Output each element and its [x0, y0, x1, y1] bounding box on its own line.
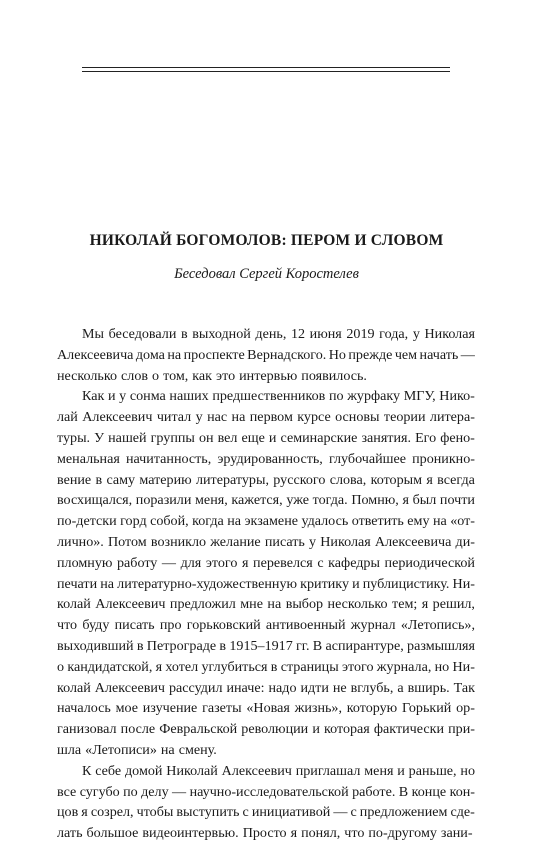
word: возникло [150, 533, 207, 550]
word: сде- [450, 804, 475, 821]
word: колай [57, 596, 91, 613]
word: журнал [350, 617, 396, 634]
header-rule-thin [82, 71, 450, 72]
word: вглубь, [350, 679, 394, 696]
word: про [159, 617, 182, 634]
word: себе [95, 762, 122, 779]
word: после [120, 721, 156, 738]
word: В [312, 637, 323, 654]
word: которую [346, 700, 398, 717]
word: размышляя [407, 637, 475, 654]
word: тем; [392, 596, 418, 613]
word: все [57, 783, 77, 800]
word: Алексеевич [221, 762, 292, 779]
word: почти [439, 492, 475, 509]
word: изучение [142, 700, 198, 717]
word: том, [163, 367, 189, 384]
word: по [123, 783, 138, 800]
text-line [57, 470, 475, 491]
word: основы [335, 409, 380, 426]
word: а [397, 679, 404, 696]
word: углубиться [201, 658, 268, 675]
word: ганизовал [57, 721, 117, 738]
word: на [267, 596, 282, 613]
word: я [241, 554, 249, 571]
word: смену. [178, 741, 217, 758]
word: «Летопись», [400, 617, 475, 634]
word: не [332, 679, 347, 696]
word: курсе [297, 409, 331, 426]
word: кажется, [231, 492, 283, 509]
word: глубочайшее [328, 450, 406, 467]
text-line [57, 761, 475, 782]
word: русского [273, 471, 326, 488]
word: этого [205, 554, 238, 571]
word: научно-исследовательской [189, 783, 349, 800]
word: перевелся [253, 554, 313, 571]
word: Его [415, 429, 437, 446]
word: критику [300, 575, 349, 592]
word: революции [241, 721, 309, 738]
word: вел [217, 429, 238, 446]
word: на [432, 513, 447, 530]
text-line [57, 698, 475, 719]
word: пломную [57, 554, 113, 571]
word: видеоинтервью. [142, 825, 239, 842]
word: горд [120, 513, 147, 530]
word: сонма [129, 388, 166, 405]
word: домой [125, 762, 163, 779]
word: в [95, 471, 103, 488]
word: я [81, 804, 88, 821]
word: журфаку [347, 388, 401, 405]
text-line [57, 511, 475, 532]
word: Вернадского. [247, 346, 327, 363]
word: антивоенный [265, 617, 346, 634]
word: кандидатской, [67, 658, 153, 675]
word: литературно-художественную [117, 575, 298, 592]
word: Февральской [159, 721, 238, 738]
word: и [312, 721, 320, 738]
word: Просто [242, 825, 287, 842]
word: раньше, [408, 762, 457, 779]
word: восхищался, [57, 492, 133, 509]
word: в [270, 658, 278, 675]
word: литера- [429, 409, 475, 426]
word: занятия. [361, 429, 412, 446]
word: страницы [280, 658, 339, 675]
word: приглашал [295, 762, 361, 779]
word: по-детски [57, 513, 117, 530]
word: большое [86, 825, 139, 842]
word: газеты [202, 700, 242, 717]
word: колай [57, 679, 91, 696]
word: ему [407, 513, 430, 530]
article-body [57, 324, 475, 844]
word: горьковский [186, 617, 261, 634]
word: — [161, 554, 177, 571]
word: 1915–1917 [229, 637, 293, 654]
word: появилось. [301, 367, 367, 384]
word: предложил [169, 596, 236, 613]
word: в [180, 326, 188, 342]
word: началось [57, 700, 111, 717]
word: как [192, 367, 213, 384]
word: и [268, 429, 277, 446]
text-line [57, 428, 475, 449]
word: у [412, 326, 420, 342]
word: и [107, 388, 116, 405]
word: Алексеевич [94, 679, 165, 696]
word: Ни- [452, 575, 475, 592]
word: мое [115, 700, 138, 717]
word: при- [448, 721, 475, 738]
word: с [242, 804, 249, 821]
word: я [155, 658, 163, 675]
word: Нико- [439, 388, 475, 405]
word: шла [57, 741, 82, 758]
word: чем [394, 346, 418, 363]
word: чтобы [136, 804, 174, 821]
word: еще [241, 429, 265, 446]
word: инициативой [251, 804, 331, 821]
word: я [402, 492, 409, 509]
word: по [328, 388, 344, 405]
text-line [57, 823, 475, 844]
word: материю [139, 471, 192, 488]
word: 2019 [346, 326, 375, 342]
word: у [309, 533, 317, 550]
word: но [434, 658, 450, 675]
word: печати [57, 575, 98, 592]
word: удалось [301, 513, 349, 530]
word: интервью [239, 367, 298, 384]
word: выходивший [57, 637, 134, 654]
word: первом [249, 409, 293, 426]
word: которым [370, 471, 423, 488]
word: Мы [82, 326, 105, 342]
word: прежде [348, 346, 393, 363]
word: на [160, 741, 175, 758]
word: беседовали [108, 326, 177, 342]
word: июня [309, 326, 342, 342]
header-rule-thick [82, 67, 450, 68]
word: выбор [285, 596, 324, 613]
word: решил, [432, 596, 475, 613]
word: ди- [455, 533, 475, 550]
word: Но [328, 346, 346, 363]
word: нашей [108, 429, 147, 446]
word: Как [82, 388, 105, 405]
word: гг. [296, 637, 310, 654]
word: но [460, 762, 475, 779]
word: журнала, [376, 658, 432, 675]
word: семинарские [280, 429, 358, 446]
word: аспирантуре, [325, 637, 404, 654]
word: Алексеевич [95, 596, 166, 613]
word: по-другому [368, 825, 437, 842]
text-line [57, 782, 475, 803]
word: работе. [352, 783, 396, 800]
word: Николай [166, 762, 218, 779]
word: писать [264, 533, 305, 550]
word: кон- [449, 783, 475, 800]
word: выходной [192, 326, 251, 342]
word: делу [141, 783, 169, 800]
text-line [57, 553, 475, 574]
text-line [57, 574, 475, 595]
word: лать [57, 825, 83, 842]
word: идти [300, 679, 329, 696]
text-line [57, 615, 475, 636]
word: на [231, 409, 246, 426]
word: нас [207, 409, 228, 426]
text-line [57, 490, 475, 511]
text-line [57, 366, 475, 387]
word: предложением [359, 804, 448, 821]
word: «Летописи» [85, 741, 157, 758]
text-line [57, 678, 475, 699]
word: желание [210, 533, 261, 550]
word: у [119, 388, 127, 405]
word: эрудированность, [217, 450, 323, 467]
text-line [57, 802, 475, 823]
word: в [136, 637, 144, 654]
text-line [57, 719, 475, 740]
word: я [290, 825, 298, 842]
text-line [57, 636, 475, 657]
text-line [57, 407, 475, 428]
word: начитанность, [125, 450, 212, 467]
word: слова, [329, 471, 367, 488]
article-byline: Беседовал Сергей Коростелев [174, 266, 359, 282]
word: это [216, 367, 236, 384]
word: лично». [57, 533, 104, 550]
word: предшественников [212, 388, 326, 405]
word: рассудил [168, 679, 223, 696]
word: слов [121, 367, 149, 384]
word: Алексеевича [57, 346, 134, 363]
word: «от- [450, 513, 475, 530]
word: — [333, 804, 348, 821]
word: с [317, 554, 324, 571]
word: теории [383, 409, 426, 426]
word: на [227, 513, 242, 530]
word: несколько [327, 596, 388, 613]
word: в [219, 637, 227, 654]
word: Николая [424, 326, 475, 342]
word: года, [379, 326, 409, 342]
word: я [426, 471, 433, 488]
text-line [57, 386, 475, 407]
word: и [397, 762, 405, 779]
word: читал [156, 409, 192, 426]
text-line [57, 657, 475, 678]
word: меня, [195, 492, 228, 509]
word: день, [255, 326, 287, 342]
word: меня [364, 762, 394, 779]
word: В [398, 783, 409, 800]
word: менальная [57, 450, 120, 467]
word: Петрограде [146, 637, 217, 654]
word: Потом [108, 533, 147, 550]
word: что [344, 825, 365, 842]
word: литературы, [195, 471, 269, 488]
word: дома [135, 346, 165, 363]
word: когда [192, 513, 224, 530]
word: у [195, 409, 203, 426]
word: для [180, 554, 202, 571]
word: на [100, 575, 115, 592]
word: цов [57, 804, 79, 821]
word: «Новая [246, 700, 290, 717]
word: и [352, 575, 360, 592]
text-line [57, 449, 475, 470]
text-line [57, 740, 475, 761]
word: проспекте [183, 346, 245, 363]
word: МГУ, [403, 388, 436, 405]
word: группы [150, 429, 195, 446]
word: которая [323, 721, 370, 738]
word: о [152, 367, 160, 384]
word: что [57, 617, 78, 634]
word: наших [169, 388, 209, 405]
word: лай [57, 409, 78, 426]
word: буду [82, 617, 110, 634]
word: Ни- [452, 658, 475, 675]
word: уже [286, 492, 309, 509]
word: он [198, 429, 214, 446]
word: созрел, [90, 804, 134, 821]
word: кафедры [328, 554, 380, 571]
word: публицистику. [362, 575, 450, 592]
word: экзамене [244, 513, 298, 530]
word: жизнь», [294, 700, 342, 717]
word: конце [411, 783, 447, 800]
word: ор- [456, 700, 475, 717]
word: Так [453, 679, 475, 696]
word: хотел [165, 658, 199, 675]
word: этого [341, 658, 374, 675]
word: фактически [373, 721, 444, 738]
text-line [57, 345, 475, 366]
article-title: НИКОЛАЙ БОГОМОЛОВ: ПЕРОМ И СЛОВОМ [89, 232, 444, 249]
word: периодической [384, 554, 475, 571]
word: вение [57, 471, 92, 488]
word: Николая [320, 533, 371, 550]
text-line [57, 594, 475, 615]
text-line [57, 532, 475, 553]
word: саму [106, 471, 136, 488]
word: Алексеевича [374, 533, 452, 550]
word: о [57, 658, 65, 675]
word: вширь. [407, 679, 450, 696]
word: 12 [290, 326, 306, 342]
word: проникно- [412, 450, 475, 467]
word: писать [114, 617, 155, 634]
word: — [172, 783, 187, 800]
word: поразили [135, 492, 192, 509]
word: — [460, 346, 475, 363]
word: работу [116, 554, 158, 571]
word: Алексеевич [82, 409, 153, 426]
word: мне [240, 596, 263, 613]
word: сугубо [79, 783, 120, 800]
word: собой, [150, 513, 189, 530]
word: ответить [351, 513, 404, 530]
word: Горький [401, 700, 452, 717]
word: К [82, 762, 92, 779]
word: тогда. [312, 492, 348, 509]
word: иначе: [226, 679, 265, 696]
word: всегда [437, 471, 475, 488]
word: Помню, [351, 492, 399, 509]
word: на [167, 346, 182, 363]
text-line [57, 324, 475, 345]
word: выступить [176, 804, 240, 821]
word: несколько [57, 367, 118, 384]
word: фено- [440, 429, 475, 446]
word: начать [419, 346, 459, 363]
word: зани- [440, 825, 473, 842]
word: туры. [57, 429, 91, 446]
word: У [94, 429, 105, 446]
word: с [350, 804, 357, 821]
word: я [421, 596, 429, 613]
word: был [412, 492, 437, 509]
word: понял, [301, 825, 341, 842]
word: надо [268, 679, 297, 696]
